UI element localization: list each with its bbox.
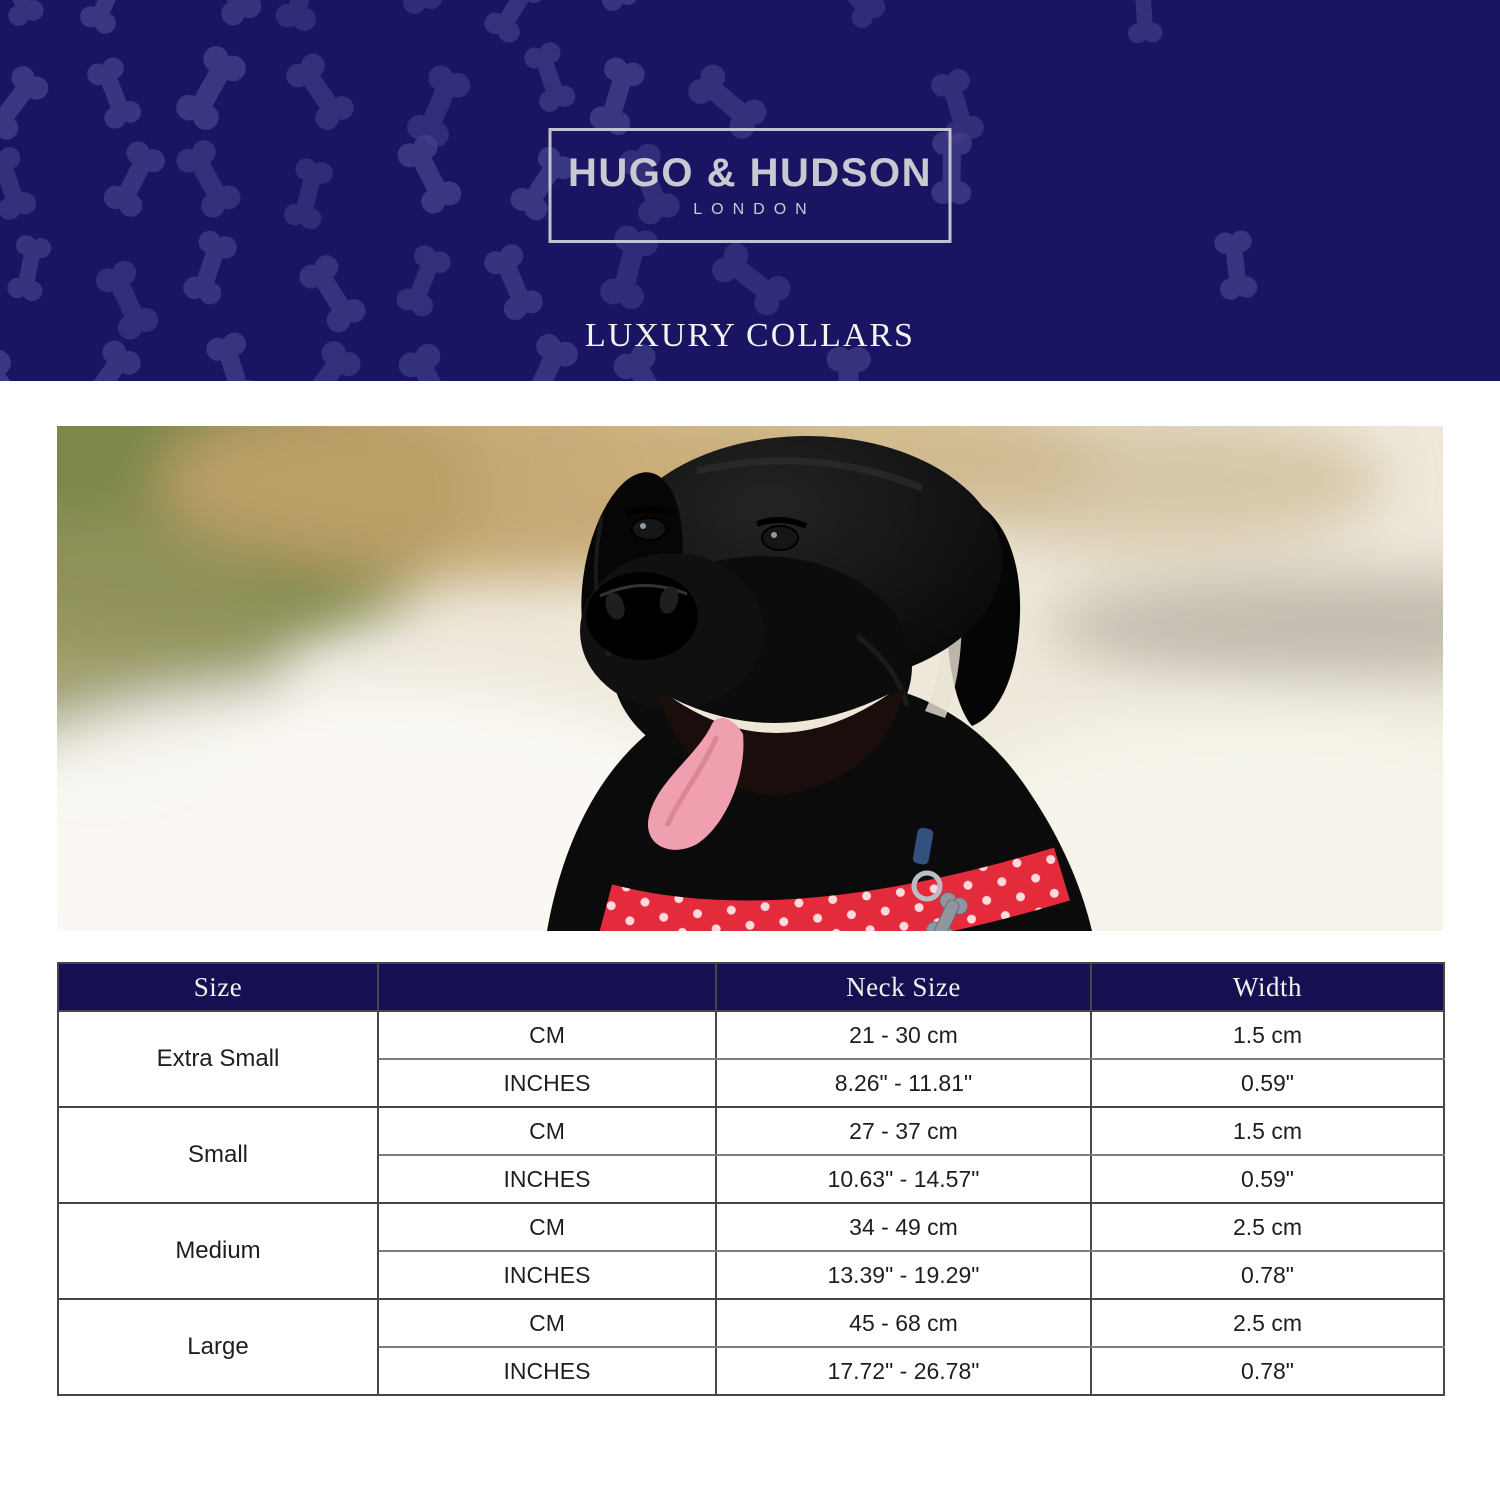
- bone-icon: [403, 62, 474, 151]
- bone-icon: [481, 241, 547, 324]
- bone-icon: [386, 0, 445, 17]
- bone-icon: [818, 0, 890, 32]
- bone-icon: [180, 228, 240, 307]
- unit-cell: INCHES: [378, 1155, 716, 1203]
- unit-cell: INCHES: [378, 1059, 716, 1107]
- neck-cell: 27 - 37 cm: [716, 1107, 1091, 1155]
- bone-icon: [1213, 229, 1258, 301]
- width-cell: 2.5 cm: [1091, 1203, 1444, 1251]
- width-cell: 2.5 cm: [1091, 1299, 1444, 1347]
- col-header-width: Width: [1091, 963, 1444, 1011]
- bone-icon: [172, 42, 251, 135]
- col-header-unit: [378, 963, 716, 1011]
- size-cell: Small: [58, 1107, 378, 1203]
- hero-photo: [57, 426, 1443, 931]
- bone-icon: [1125, 0, 1163, 44]
- size-cell: Medium: [58, 1203, 378, 1299]
- unit-cell: CM: [378, 1011, 716, 1059]
- bone-icon: [393, 131, 465, 218]
- bone-icon: [587, 55, 648, 138]
- neck-cell: 21 - 30 cm: [716, 1011, 1091, 1059]
- neck-cell: 45 - 68 cm: [716, 1299, 1091, 1347]
- bone-icon: [197, 0, 266, 29]
- width-cell: 0.59": [1091, 1155, 1444, 1203]
- bone-icon: [273, 0, 329, 33]
- dog-nose: [586, 572, 698, 660]
- unit-cell: CM: [378, 1299, 716, 1347]
- bone-icon: [0, 0, 46, 29]
- col-header-neck: Neck Size: [716, 963, 1091, 1011]
- neck-cell: 13.39" - 19.29": [716, 1251, 1091, 1299]
- bone-icon: [282, 49, 359, 135]
- neck-cell: 10.63" - 14.57": [716, 1155, 1091, 1203]
- bone-icon: [582, 0, 641, 14]
- table-row: [58, 1107, 1444, 1155]
- brand-logo: [549, 128, 952, 243]
- bone-icon: [707, 238, 795, 320]
- width-cell: 1.5 cm: [1091, 1107, 1444, 1155]
- table-header-row: [58, 963, 1444, 1011]
- table-row: [58, 1011, 1444, 1059]
- neck-cell: 8.26" - 11.81": [716, 1059, 1091, 1107]
- bone-icon: [84, 54, 144, 131]
- table-row: [58, 1203, 1444, 1251]
- size-cell: Large: [58, 1299, 378, 1395]
- size-cell: Extra Small: [58, 1011, 378, 1107]
- bone-icon: [522, 39, 579, 114]
- width-cell: 0.78": [1091, 1251, 1444, 1299]
- neck-cell: 34 - 49 cm: [716, 1203, 1091, 1251]
- table-row: [58, 1299, 1444, 1347]
- dog-illustration: [57, 426, 1443, 931]
- bone-icon: [393, 242, 454, 320]
- width-cell: 1.5 cm: [1091, 1011, 1444, 1059]
- unit-cell: CM: [378, 1107, 716, 1155]
- brand-name: HUGO & HUDSON: [568, 151, 932, 195]
- bone-icon: [480, 0, 548, 47]
- bone-icon: [172, 136, 245, 222]
- unit-cell: INCHES: [378, 1347, 716, 1395]
- width-cell: 0.78": [1091, 1347, 1444, 1395]
- hero-header: [0, 0, 1500, 381]
- unit-cell: INCHES: [378, 1251, 716, 1299]
- col-header-size: Size: [58, 963, 378, 1011]
- bone-icon: [282, 156, 335, 232]
- tagline: LUXURY COLLARS: [585, 317, 915, 354]
- bone-icon: [77, 0, 137, 37]
- brand-city: LONDON: [693, 201, 816, 218]
- bone-icon: [0, 62, 53, 145]
- bone-icon: [6, 233, 53, 303]
- size-table: [57, 962, 1445, 1396]
- bone-icon: [100, 137, 169, 220]
- width-cell: 0.59": [1091, 1059, 1444, 1107]
- unit-cell: CM: [378, 1203, 716, 1251]
- bone-icon: [0, 144, 39, 223]
- neck-cell: 17.72" - 26.78": [716, 1347, 1091, 1395]
